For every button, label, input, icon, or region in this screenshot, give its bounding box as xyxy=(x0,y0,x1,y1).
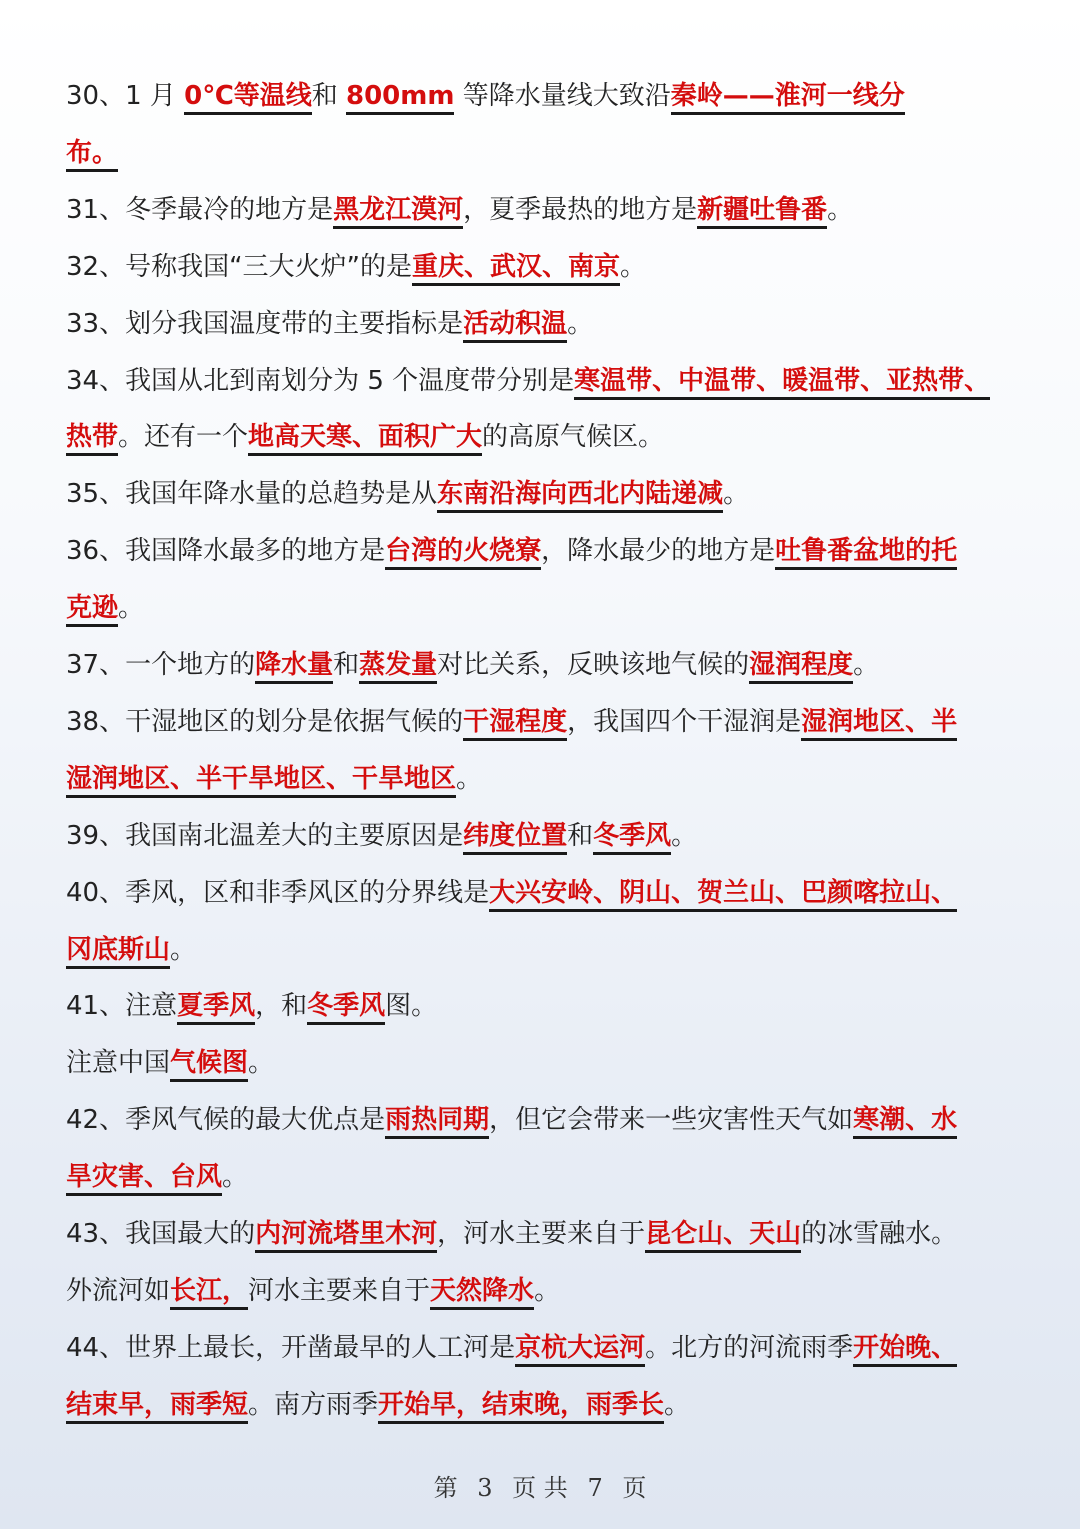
answer-blank: 干湿程度 xyxy=(463,707,567,741)
text-segment: ，和 xyxy=(255,991,308,1022)
text-line xyxy=(66,1328,1016,1368)
answer-blank: 台湾的火烧寮 xyxy=(385,536,541,570)
answer-blank: 结束早，雨季短 xyxy=(66,1390,248,1424)
answer-blank: 雨热同期 xyxy=(385,1105,489,1139)
answer-blank: 开始早，结束晚，雨季长 xyxy=(378,1390,664,1424)
text-line xyxy=(66,759,1016,799)
answer-blank: 地高天寒、面积广大 xyxy=(248,422,482,456)
text-line xyxy=(66,1271,1016,1311)
answer-blank: 纬度位置 xyxy=(463,821,567,855)
answer-blank: 0℃等温线 xyxy=(184,81,312,115)
text-segment: 。 xyxy=(534,1275,561,1306)
text-segment: 37、一个地方的 xyxy=(66,650,256,680)
text-segment: ，我国四个干湿润是 xyxy=(567,706,802,737)
text-line xyxy=(66,417,1016,457)
answer-blank: 克逊 xyxy=(66,593,118,627)
answer-blank: 天然降水 xyxy=(430,1276,534,1310)
page-footer xyxy=(0,1468,1080,1503)
answer-blank: 气候图 xyxy=(170,1048,248,1082)
text-segment: 41、注意 xyxy=(66,991,178,1022)
text-segment: 38、干湿地区的划分是依据气候的 xyxy=(66,706,464,737)
answer-blank: 活动积温 xyxy=(463,309,567,343)
answer-blank: 湿润地区、半 xyxy=(801,707,957,741)
text-line xyxy=(66,930,1016,970)
text-segment: 。 xyxy=(664,1389,691,1420)
text-segment: 。 xyxy=(827,194,854,225)
text-segment: 30、1 月 xyxy=(66,81,185,111)
text-line xyxy=(66,645,1016,685)
text-line xyxy=(66,1100,1016,1140)
text-segment: 的高原气候区。 xyxy=(482,422,665,453)
text-segment: 。 xyxy=(118,593,145,624)
text-line xyxy=(66,304,1016,344)
text-line xyxy=(66,1043,1016,1083)
text-line xyxy=(66,1214,1016,1254)
text-line xyxy=(66,1157,1016,1197)
answer-blank: 冈底斯山 xyxy=(66,935,170,969)
answer-blank: 蒸发量 xyxy=(359,650,437,684)
text-line xyxy=(66,76,1016,116)
answer-blank: 长江， xyxy=(170,1276,248,1310)
answer-blank: 开始晚、 xyxy=(853,1333,957,1367)
text-segment: 33、划分我国温度带的主要指标是 xyxy=(66,308,464,339)
text-segment: 34、我国从北到南划分为 5 个温度带分别是 xyxy=(66,365,575,396)
text-line xyxy=(66,474,1016,514)
text-segment: 。 xyxy=(671,820,698,851)
answer-blank: 内河流塔里木河 xyxy=(255,1219,437,1253)
answer-blank: 湿润程度 xyxy=(749,650,853,684)
text-segment: 对比关系，反映该地气候的 xyxy=(437,650,750,680)
answer-blank: 京杭大运河 xyxy=(515,1333,645,1367)
answer-blank: 旱灾害、台风 xyxy=(66,1162,222,1196)
text-segment: 。还有一个 xyxy=(118,422,249,453)
text-line xyxy=(66,361,1016,401)
footer-prefix: 第 xyxy=(433,1474,458,1502)
answer-blank: 降水量 xyxy=(255,650,333,684)
text-line xyxy=(66,190,1016,230)
text-segment: 35、我国年降水量的总趋势是从 xyxy=(66,479,438,510)
text-segment: 。 xyxy=(620,251,647,282)
footer-current-page: 3 xyxy=(477,1474,493,1502)
text-segment: ，但它会带来一些灾害性天气如 xyxy=(489,1105,854,1136)
text-segment: 。 xyxy=(170,934,197,965)
text-segment: 。北方的河流雨季 xyxy=(645,1332,854,1363)
footer-suffix: 页 xyxy=(622,1474,647,1502)
answer-blank: 新疆吐鲁番 xyxy=(697,195,827,229)
text-segment: 。 xyxy=(723,479,750,510)
answer-blank: 布。 xyxy=(66,138,118,172)
footer-total-pages: 7 xyxy=(587,1474,603,1502)
text-segment: 31、冬季最冷的地方是 xyxy=(66,194,334,225)
text-segment: ，夏季最热的地方是 xyxy=(463,194,698,225)
answer-blank: 东南沿海向西北内陆递减 xyxy=(437,479,723,513)
text-line xyxy=(66,702,1016,742)
text-segment: 。 xyxy=(567,308,594,339)
answer-blank: 热带 xyxy=(66,422,118,456)
text-line xyxy=(66,588,1016,628)
answer-blank: 吐鲁番盆地的托 xyxy=(775,536,957,570)
text-segment: 39、我国南北温差大的主要原因是 xyxy=(66,820,464,851)
text-segment: ，降水最少的地方是 xyxy=(541,536,776,567)
answer-blank: 秦岭——淮河一线分 xyxy=(671,81,905,115)
answer-blank: 寒温带、中温带、暖温带、亚热带、 xyxy=(574,366,990,400)
text-segment: 42、季风气候的最大优点是 xyxy=(66,1105,386,1136)
answer-blank: 冬季风 xyxy=(593,821,671,855)
answer-blank: 夏季风 xyxy=(177,991,255,1025)
answer-blank: 昆仑山、天山 xyxy=(645,1219,801,1253)
text-line xyxy=(66,816,1016,856)
text-segment: 外流河如 xyxy=(66,1275,171,1306)
text-segment: 和 xyxy=(311,81,346,111)
text-segment: 。 xyxy=(456,763,483,794)
text-segment: 36、我国降水最多的地方是 xyxy=(66,536,386,567)
text-segment: 注意中国 xyxy=(66,1048,171,1079)
text-segment: 32、号称我国“三大火炉”的是 xyxy=(66,251,413,282)
text-segment: 的冰雪融水。 xyxy=(801,1219,958,1249)
answer-blank: 黑龙江漠河 xyxy=(333,195,463,229)
text-segment: 43、我国最大的 xyxy=(66,1219,256,1249)
text-segment: 等降水量线大致沿 xyxy=(454,81,671,111)
text-segment: 河水主要来自于 xyxy=(248,1275,431,1306)
text-line xyxy=(66,133,1016,173)
answer-blank: 湿润地区、半干旱地区、干旱地区 xyxy=(66,764,456,798)
text-segment: 40、季风，区和非季风区的分界线是 xyxy=(66,877,490,908)
text-segment: 44、世界上最长，开凿最早的人工河是 xyxy=(66,1332,516,1363)
text-segment: 。南方雨季 xyxy=(248,1389,379,1420)
text-line xyxy=(66,986,1016,1026)
text-line xyxy=(66,1385,1016,1425)
text-segment: ，河水主要来自于 xyxy=(437,1219,646,1249)
text-segment: 图。 xyxy=(385,991,438,1022)
answer-blank: 冬季风 xyxy=(307,991,385,1025)
answer-blank: 重庆、武汉、南京 xyxy=(412,252,620,286)
text-segment: 和 xyxy=(567,820,594,851)
text-line xyxy=(66,247,1016,287)
answer-blank: 800mm xyxy=(346,81,454,115)
text-line xyxy=(66,531,1016,571)
text-line xyxy=(66,873,1016,913)
answer-blank: 寒潮、水 xyxy=(853,1105,957,1139)
text-segment: 。 xyxy=(853,650,880,680)
footer-middle: 页 共 xyxy=(512,1474,568,1502)
answer-blank: 大兴安岭、阴山、贺兰山、巴颜喀拉山、 xyxy=(489,878,957,912)
text-segment: 和 xyxy=(333,650,360,680)
text-segment: 。 xyxy=(248,1048,275,1079)
text-segment: 。 xyxy=(222,1162,249,1193)
